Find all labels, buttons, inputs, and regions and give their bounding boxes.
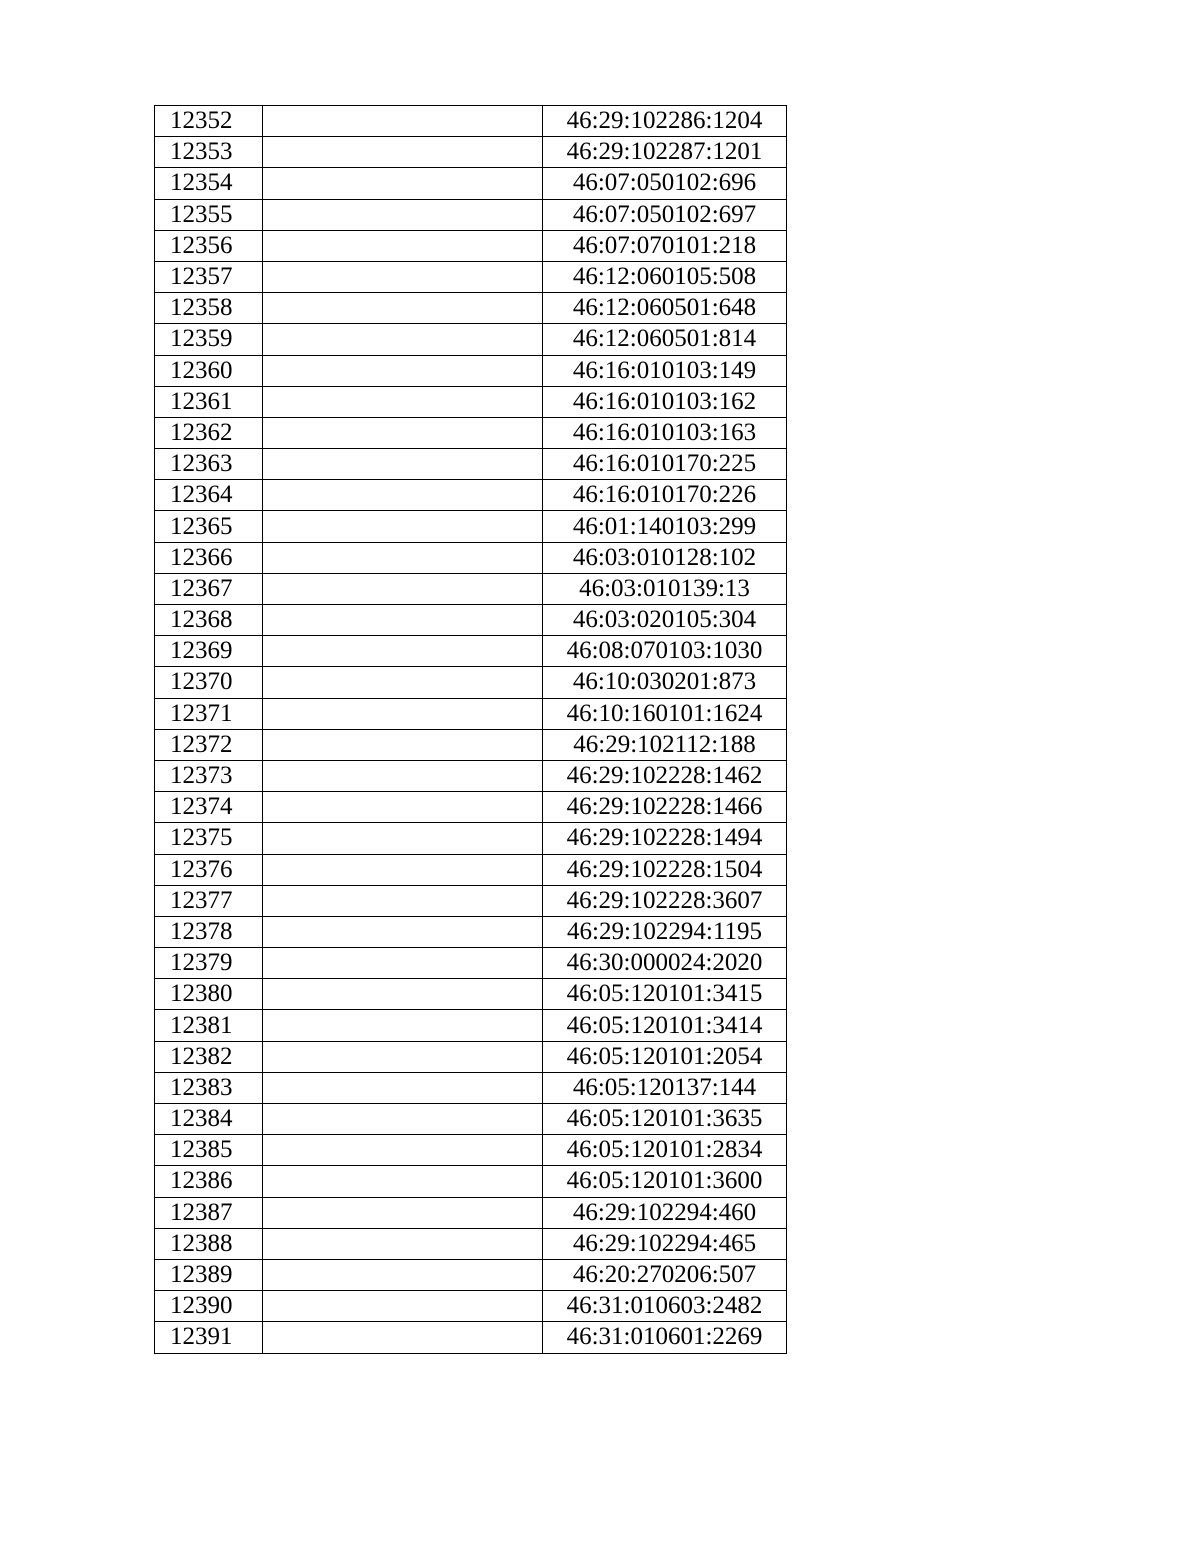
table-row [155, 1041, 787, 1072]
row-number-cell: 12367 [155, 573, 263, 604]
cadastral-number-cell: 46:05:120101:2054 [543, 1041, 787, 1072]
blank-cell [263, 698, 543, 729]
blank-cell [263, 854, 543, 885]
blank-cell [263, 1041, 543, 1072]
cadastral-number-cell: 46:05:120101:2834 [543, 1135, 787, 1166]
row-number-cell: 12386 [155, 1166, 263, 1197]
row-number-cell: 12376 [155, 854, 263, 885]
cadastral-number-cell: 46:05:120101:3635 [543, 1104, 787, 1135]
table-row [155, 667, 787, 698]
blank-cell [263, 1010, 543, 1041]
cadastral-number-cell: 46:03:010128:102 [543, 542, 787, 573]
cadastral-number-cell: 46:29:102228:3607 [543, 885, 787, 916]
blank-cell [263, 417, 543, 448]
table-row [155, 293, 787, 324]
row-number-cell: 12362 [155, 417, 263, 448]
cadastral-number-cell: 46:29:102228:1504 [543, 854, 787, 885]
row-number-cell: 12368 [155, 605, 263, 636]
cadastral-number-cell: 46:29:102228:1466 [543, 792, 787, 823]
table-row [155, 885, 787, 916]
blank-cell [263, 1104, 543, 1135]
blank-cell [263, 449, 543, 480]
blank-cell [263, 106, 543, 137]
cadastral-number-cell: 46:08:070103:1030 [543, 636, 787, 667]
blank-cell [263, 823, 543, 854]
row-number-cell: 12374 [155, 792, 263, 823]
table-row [155, 511, 787, 542]
cadastral-number-cell: 46:05:120101:3415 [543, 979, 787, 1010]
cadastral-number-cell: 46:10:030201:873 [543, 667, 787, 698]
table-row [155, 324, 787, 355]
row-number-cell: 12384 [155, 1104, 263, 1135]
blank-cell [263, 667, 543, 698]
blank-cell [263, 605, 543, 636]
table-row [155, 386, 787, 417]
row-number-cell: 12371 [155, 698, 263, 729]
row-number-cell: 12372 [155, 729, 263, 760]
cadastral-number-cell: 46:30:000024:2020 [543, 948, 787, 979]
blank-cell [263, 261, 543, 292]
cadastral-number-cell: 46:10:160101:1624 [543, 698, 787, 729]
blank-cell [263, 1135, 543, 1166]
table-row [155, 854, 787, 885]
blank-cell [263, 199, 543, 230]
table-row [155, 1010, 787, 1041]
blank-cell [263, 1072, 543, 1103]
row-number-cell: 12361 [155, 386, 263, 417]
blank-cell [263, 916, 543, 947]
registry-table [154, 105, 787, 1354]
table-row [155, 480, 787, 511]
row-number-cell: 12377 [155, 885, 263, 916]
cadastral-number-cell: 46:12:060105:508 [543, 261, 787, 292]
row-number-cell: 12357 [155, 261, 263, 292]
table-row [155, 449, 787, 480]
cadastral-number-cell: 46:29:102294:465 [543, 1228, 787, 1259]
blank-cell [263, 979, 543, 1010]
row-number-cell: 12364 [155, 480, 263, 511]
blank-cell [263, 760, 543, 791]
cadastral-number-cell: 46:16:010103:163 [543, 417, 787, 448]
cadastral-number-cell: 46:05:120101:3600 [543, 1166, 787, 1197]
cadastral-number-cell: 46:29:102287:1201 [543, 137, 787, 168]
table-row [155, 979, 787, 1010]
blank-cell [263, 573, 543, 604]
table-row [155, 1322, 787, 1353]
table-row [155, 168, 787, 199]
blank-cell [263, 885, 543, 916]
blank-cell [263, 386, 543, 417]
row-number-cell: 12360 [155, 355, 263, 386]
row-number-cell: 12389 [155, 1259, 263, 1290]
cadastral-number-cell: 46:29:102228:1494 [543, 823, 787, 854]
cadastral-number-cell: 46:29:102294:460 [543, 1197, 787, 1228]
cadastral-number-cell: 46:07:050102:696 [543, 168, 787, 199]
blank-cell [263, 948, 543, 979]
blank-cell [263, 480, 543, 511]
row-number-cell: 12382 [155, 1041, 263, 1072]
cadastral-number-cell: 46:03:010139:13 [543, 573, 787, 604]
blank-cell [263, 230, 543, 261]
blank-cell [263, 1291, 543, 1322]
row-number-cell: 12385 [155, 1135, 263, 1166]
blank-cell [263, 1166, 543, 1197]
table-row [155, 573, 787, 604]
row-number-cell: 12354 [155, 168, 263, 199]
row-number-cell: 12387 [155, 1197, 263, 1228]
row-number-cell: 12378 [155, 916, 263, 947]
table-row [155, 1228, 787, 1259]
row-number-cell: 12355 [155, 199, 263, 230]
table-row [155, 1197, 787, 1228]
table-row [155, 199, 787, 230]
table-row [155, 636, 787, 667]
table-row [155, 823, 787, 854]
blank-cell [263, 1197, 543, 1228]
table-row [155, 417, 787, 448]
cadastral-number-cell: 46:16:010170:225 [543, 449, 787, 480]
row-number-cell: 12391 [155, 1322, 263, 1353]
table-row [155, 542, 787, 573]
table-row [155, 261, 787, 292]
table-row [155, 230, 787, 261]
table-row [155, 1259, 787, 1290]
row-number-cell: 12369 [155, 636, 263, 667]
cadastral-number-cell: 46:07:050102:697 [543, 199, 787, 230]
blank-cell [263, 1322, 543, 1353]
blank-cell [263, 729, 543, 760]
table-row [155, 1104, 787, 1135]
cadastral-number-cell: 46:12:060501:648 [543, 293, 787, 324]
cadastral-number-cell: 46:31:010603:2482 [543, 1291, 787, 1322]
blank-cell [263, 792, 543, 823]
row-number-cell: 12365 [155, 511, 263, 542]
table-row [155, 137, 787, 168]
row-number-cell: 12373 [155, 760, 263, 791]
table-row [155, 729, 787, 760]
row-number-cell: 12390 [155, 1291, 263, 1322]
blank-cell [263, 1228, 543, 1259]
row-number-cell: 12366 [155, 542, 263, 573]
blank-cell [263, 168, 543, 199]
table-row [155, 1166, 787, 1197]
blank-cell [263, 137, 543, 168]
blank-cell [263, 511, 543, 542]
cadastral-number-cell: 46:05:120101:3414 [543, 1010, 787, 1041]
cadastral-number-cell: 46:20:270206:507 [543, 1259, 787, 1290]
row-number-cell: 12353 [155, 137, 263, 168]
blank-cell [263, 324, 543, 355]
cadastral-number-cell: 46:12:060501:814 [543, 324, 787, 355]
cadastral-number-cell: 46:05:120137:144 [543, 1072, 787, 1103]
cadastral-number-cell: 46:31:010601:2269 [543, 1322, 787, 1353]
cadastral-number-cell: 46:16:010103:162 [543, 386, 787, 417]
registry-table-body [155, 106, 787, 1354]
table-row [155, 760, 787, 791]
table-row [155, 916, 787, 947]
cadastral-number-cell: 46:29:102112:188 [543, 729, 787, 760]
row-number-cell: 12381 [155, 1010, 263, 1041]
row-number-cell: 12358 [155, 293, 263, 324]
cadastral-number-cell: 46:29:102294:1195 [543, 916, 787, 947]
table-row [155, 106, 787, 137]
row-number-cell: 12370 [155, 667, 263, 698]
row-number-cell: 12388 [155, 1228, 263, 1259]
cadastral-number-cell: 46:07:070101:218 [543, 230, 787, 261]
table-row [155, 698, 787, 729]
row-number-cell: 12375 [155, 823, 263, 854]
blank-cell [263, 542, 543, 573]
table-row [155, 1291, 787, 1322]
blank-cell [263, 636, 543, 667]
cadastral-number-cell: 46:01:140103:299 [543, 511, 787, 542]
row-number-cell: 12383 [155, 1072, 263, 1103]
table-row [155, 605, 787, 636]
row-number-cell: 12356 [155, 230, 263, 261]
blank-cell [263, 355, 543, 386]
cadastral-number-cell: 46:16:010170:226 [543, 480, 787, 511]
table-row [155, 355, 787, 386]
blank-cell [263, 293, 543, 324]
row-number-cell: 12363 [155, 449, 263, 480]
row-number-cell: 12380 [155, 979, 263, 1010]
table-row [155, 1072, 787, 1103]
row-number-cell: 12379 [155, 948, 263, 979]
table-row [155, 948, 787, 979]
cadastral-number-cell: 46:29:102286:1204 [543, 106, 787, 137]
cadastral-number-cell: 46:16:010103:149 [543, 355, 787, 386]
table-row [155, 792, 787, 823]
cadastral-number-cell: 46:03:020105:304 [543, 605, 787, 636]
row-number-cell: 12352 [155, 106, 263, 137]
row-number-cell: 12359 [155, 324, 263, 355]
table-row [155, 1135, 787, 1166]
cadastral-number-cell: 46:29:102228:1462 [543, 760, 787, 791]
blank-cell [263, 1259, 543, 1290]
